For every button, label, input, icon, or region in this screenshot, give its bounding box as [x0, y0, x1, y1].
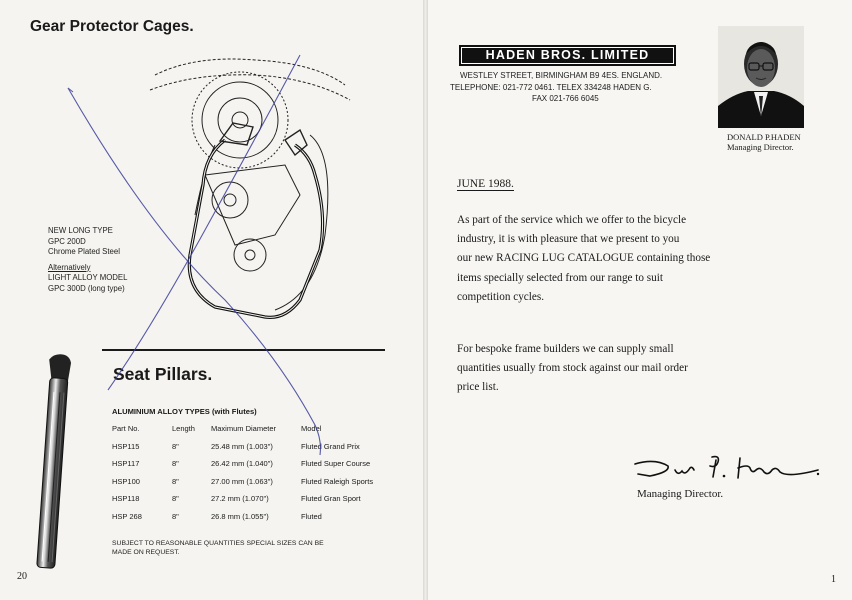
paragraph-line: industry, it is with pleasure that we present to you	[457, 233, 680, 246]
table-row	[112, 442, 392, 459]
cell-length: 8"	[172, 511, 179, 521]
paragraph-line: competition cycles.	[457, 290, 544, 303]
signoff-managing-director: Managing Director.	[637, 488, 724, 500]
cell-model: Fluted Gran Sport	[301, 494, 361, 504]
paragraph-line: quantities usually from stock against our mail order	[457, 362, 688, 375]
table-row	[112, 494, 392, 511]
address-line: WESTLEY STREET, BIRMINGHAM B9 4ES. ENGLAND.	[460, 71, 663, 80]
cell-length: 8"	[172, 442, 179, 451]
seat-pillars-title: Seat Pillars.	[113, 364, 213, 384]
cell-part-no: HSP115	[112, 442, 140, 451]
page-number-left: 20	[17, 571, 27, 582]
company-name-box: HADEN BROS. LIMITED	[459, 45, 676, 66]
page-number-right: 1	[831, 574, 836, 585]
gear-protector-title: Gear Protector Cages.	[30, 18, 194, 35]
special-sizes-note	[112, 539, 342, 557]
company-address	[458, 70, 688, 82]
intro-paragraph	[457, 211, 777, 307]
gear-spec-line: LIGHT ALLOY MODEL	[48, 273, 128, 282]
director-portrait-photo	[718, 26, 804, 128]
gear-spec-line: NEW LONG TYPE	[48, 226, 113, 235]
cell-model: Fluted Grand Prix	[301, 442, 360, 451]
table-header-row	[112, 424, 392, 442]
seat-pillar-illustration	[32, 352, 74, 574]
table-row	[112, 512, 392, 529]
cell-model: Fluted Super Course	[301, 459, 371, 469]
book-gutter	[423, 0, 428, 600]
seat-pillar-table	[112, 424, 392, 529]
col-header-model: Model	[301, 424, 322, 433]
table-row	[112, 477, 392, 494]
cell-diameter: 27.2 mm (1.070")	[211, 494, 269, 504]
col-header-max-diameter: Maximum Diameter	[211, 424, 277, 433]
cell-diameter: 26.8 mm (1.055")	[211, 511, 269, 521]
aluminium-types-title: ALUMINIUM ALLOY TYPES (with Flutes)	[112, 407, 257, 416]
cell-length: 8"	[172, 459, 179, 469]
gear-spec-line: GPC 200D	[48, 236, 86, 246]
gear-protector-illustration	[135, 45, 360, 335]
gear-spec-line: Chrome Plated Steel	[48, 247, 120, 256]
handwritten-signature	[630, 452, 825, 492]
note-line: MADE ON REQUEST.	[112, 549, 180, 556]
paragraph-line: As part of the service which we offer to the bicycle	[457, 214, 687, 226]
paragraph-line: price list.	[457, 381, 499, 394]
fax-line: FAX 021-766 6045	[532, 94, 599, 103]
paragraph-line: For bespoke frame builders we can supply small	[457, 343, 674, 355]
section-divider	[102, 349, 385, 351]
cell-part-no: HSP100	[112, 476, 140, 486]
paragraph-line: items specially selected from our range to suit	[457, 271, 663, 284]
cell-part-no: HSP117	[112, 459, 140, 469]
cell-part-no: HSP 268	[112, 511, 142, 521]
director-caption	[727, 132, 817, 152]
telephone-telex-line: TELEPHONE: 021-772 0461. TELEX 334248 HADEN G.	[450, 83, 652, 92]
gear-protector-specs	[48, 226, 127, 294]
cell-part-no: HSP118	[112, 494, 140, 504]
cell-diameter: 25.48 mm (1.003")	[211, 442, 273, 451]
col-header-part-no: Part No.	[112, 424, 140, 433]
note-line: SUBJECT TO REASONABLE QUANTITIES SPECIAL SIZES CAN BE	[112, 540, 324, 547]
bespoke-paragraph	[457, 340, 777, 398]
letter-date: JUNE 1988.	[457, 178, 514, 190]
director-name: DONALD P.HADEN	[727, 132, 801, 142]
cell-model: Fluted	[301, 511, 322, 521]
alternatively-label: Alternatively	[48, 262, 91, 272]
gear-spec-line: GPC 300D (long type)	[48, 283, 125, 293]
cell-model: Fluted Raleigh Sports	[301, 476, 374, 486]
cell-length: 8"	[172, 476, 179, 486]
cell-diameter: 27.00 mm (1.063")	[211, 476, 273, 486]
cell-length: 8"	[172, 494, 179, 504]
paragraph-line: our new RACING LUG CATALOGUE containing those	[457, 252, 711, 265]
director-title: Managing Director.	[727, 142, 794, 152]
col-header-length: Length	[172, 424, 195, 433]
cell-diameter: 26.42 mm (1.040")	[211, 459, 273, 469]
table-row	[112, 459, 392, 476]
